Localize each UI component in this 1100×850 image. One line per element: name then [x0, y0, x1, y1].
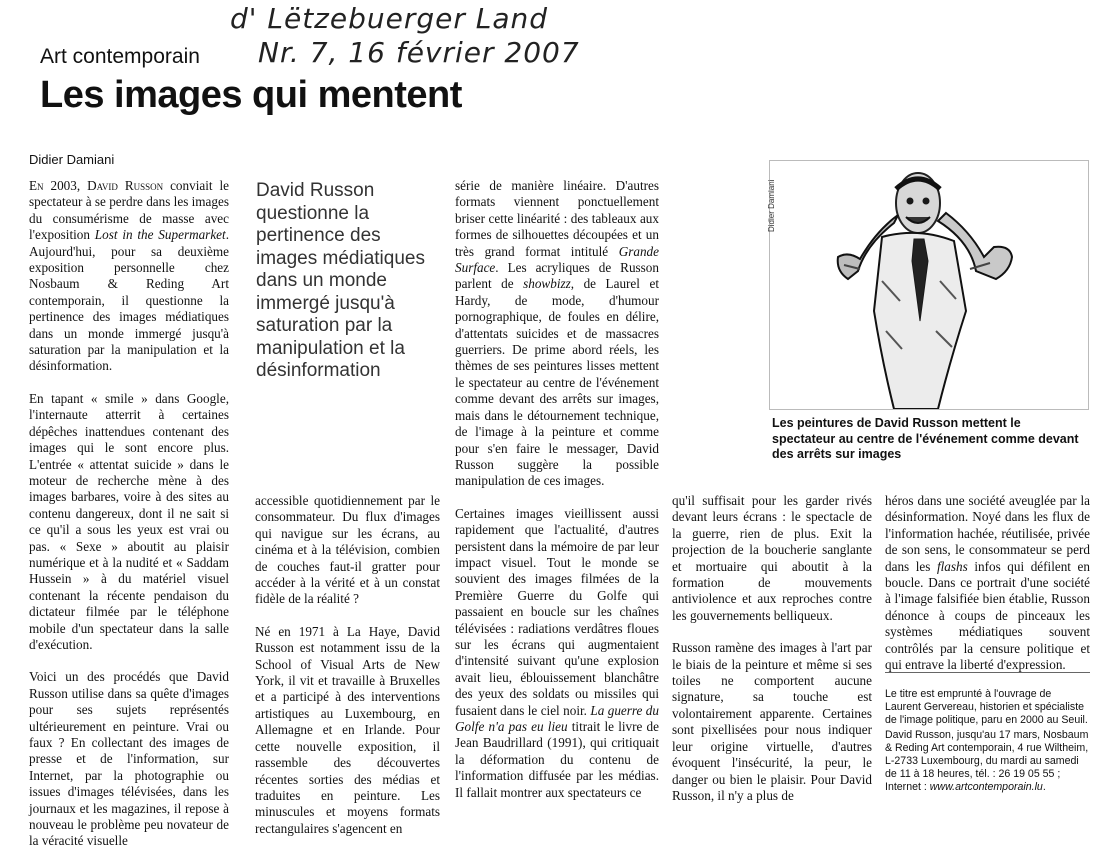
headline: Les images qui mentent — [40, 74, 462, 116]
text: infos qui défilent en boucle. Dans ce portrait d'une société à l'image falsifiée bien établie, Russon dénonce à coups de pinceaux les systèmes médiatiques souvent contrôlés par la censure politique et qui entrave la liberté d'expression. — [885, 558, 1090, 673]
column-4 — [672, 493, 872, 804]
divider — [885, 672, 1090, 673]
text: conviait le spectateur à se perdre dans les images du consumérisme de masse avec l'exposition — [29, 178, 229, 243]
text: , de Laurel et Hardy, de mode, d'humour pornographique, de foules en délire, d'attentats suicides et de massacres guerriers. De prime abord réels, les thèmes de ses peintures lisses mettent le spectateur au centre de l'événement comme devant des arrêts sur images, mais dans le détournement technique, de l'image à la peinture et comme pour s'en faire le messager, David Russon suggère la possible manipulation de ces images. — [455, 276, 659, 489]
handwritten-source: d' Lëtzebuerger Land — [230, 2, 549, 35]
footnote-title-source: Le titre est emprunté à l'ouvrage de Laurent Gervereau, historien et spécialiste de l'image politique, paru en 2000 au Seuil. — [885, 688, 1088, 726]
paragraph: Né en 1971 à La Haye, David Russon est notamment issu de la School of Visual Arts de New York, il vit et travaille à Bruxelles et a participé à des interventions artistiques au Luxembourg, en Allemagne et en Irlande. Pour cette nouvelle exposition, il rassemble des découvertes récentes sorties des médias et traduites en peinture. Les minuscules et moyens formats rectangulaires s'agencent en — [255, 623, 440, 836]
work-title: Grande Surface — [455, 243, 659, 276]
paragraph: En tapant « smile » dans Google, l'internaute atterrit à certaines dépêches inattendues contenant des images qui le sont encore plus. L'entrée « attentat suicide » dans le moteur de recherche mène à des images barbares, voire à des sites au contenu dangereux, dont il ne sait si ce qu'il a sous les yeux est vrai ou pas. « Sexe » aboutit au plaisir numérique et à la nudité et « Saddam Hussein » à du matériel visuel contenant la récente pendaison du dictateur filmée par le téléphone mobile d'un spectateur dans la salle d'exécution. — [29, 390, 229, 652]
text: titrait le livre de Jean Baudrillard (1991), qui critiquait la déformation du contenu de l'information diffusée par les médias. Il fallait montrer aux spectateurs ce — [455, 719, 659, 800]
paragraph: qu'il suffisait pour les garder rivés devant leurs écrans : le spectacle de la guerre, rien de plus. Exit la projection de la boucherie sanglante et mortuaire qui aboutit à la formation de mouvements antiviolence et aux reproches contre les gouvernements belliqueux. — [672, 493, 872, 623]
website-link[interactable]: www.artcontemporain.lu — [929, 781, 1043, 793]
text: héros dans une société aveuglée par la désinformation. Noyé dans les flux de l'information hachée, réutilisée, privée de son sens, le consommateur se perd dans les — [885, 493, 1090, 574]
text: . Les acryliques de Russon parlent de — [455, 260, 659, 292]
photo-credit: Didier Damiani — [767, 179, 776, 232]
paragraph — [885, 493, 1090, 673]
paragraph: Voici un des procédés que David Russon utilise dans sa quête d'images pour ses sujets représentés ultérieurement en peinture. Vrai ou faux ? En collectant des images de presse et de l'information, sur Internet, par la photographie ou issues d'images télévisées, dans les journaux et les magazines, il repose à nouveau le problème peu novateur de la véracité visuelle — [29, 669, 229, 849]
exhibition-info — [885, 729, 1090, 794]
column-3 — [455, 178, 659, 801]
exhibition-title: Lost in the Supermarket — [94, 227, 226, 243]
rubric: Art contemporain — [40, 45, 200, 68]
column-1 — [29, 178, 229, 850]
photo-caption: Les peintures de David Russon mettent le spectateur au centre de l'événement comme devant des arrêts sur images — [772, 416, 1079, 461]
text: . — [1042, 781, 1046, 793]
term: flashs — [936, 558, 968, 574]
paragraph — [29, 178, 229, 375]
text: . Aujourd'hui, pour sa deuxième exposition personnelle chez Nosbaum & Reding Art contemporain, il questionne la pertinence des images médiatiques dans un monde immergé jusqu'à saturation par la manipulation et la désinformation. — [29, 227, 229, 374]
photo — [769, 160, 1089, 410]
handwritten-issue: Nr. 7, 16 février 2007 — [258, 36, 580, 69]
text: David Russon, jusqu'au 17 mars, Nosbaum & Reding Art contemporain, 4 rue Wiltheim, L-2733 Luxembourg, du mardi au samedi de 11 à 18 heures, tél. : 26 19 05 55 ; Internet : — [885, 729, 1089, 793]
painting-image — [770, 161, 1088, 409]
paragraph: Russon ramène des images à l'art par le biais de la peinture et même si ses toiles ne comportent aucune signature, sa touche est volontairement apparente. Certaines sont pixellisées pour nous indiquer leur origine virtuelle, d'autres évoquent l'insécurité, la peur, le danger ou bien le plaisir. Pour David Russon, il n'y a plus de — [672, 640, 872, 803]
column-2 — [255, 493, 440, 837]
byline: Didier Damiani — [29, 152, 115, 167]
pull-quote: David Russon questionne la pertinence des images médiatiques dans un monde immergé jusqu'à saturation par la manipulation et la désinformation — [256, 180, 425, 381]
paragraph: accessible quotidiennement par le consommateur. Du flux d'images qui navigue sur les écrans, au cinéma et à la télévision, combien de couches faut-il gratter pour accéder à la vérité et à un constat fidèle de la réalité ? — [255, 493, 440, 607]
text: Certaines images vieillissent aussi rapidement que l'actualité, d'autres persistent dans la mémoire de par leur impact visuel. Tout le monde se souvient des images filmées de la Première Guerre du Golfe qui passaient en boucle sur les chaînes télévisées : radiations verdâtres floues sur les écrans qui augmentaient d'intensité suivant qu'une explosion avait lieu, éblouissement blanchâtre des yeux des soldats ou missiles qui fusaient dans le ciel noir. — [455, 505, 659, 718]
lead-in: En 2003, David Russon — [29, 178, 164, 193]
column-5 — [885, 493, 1090, 673]
term: showbizz — [523, 276, 571, 292]
book-title: La guerre du Golfe n'a pas eu lieu — [455, 702, 659, 734]
paragraph — [455, 506, 659, 801]
paragraph — [455, 178, 659, 490]
text: série de manière linéaire. D'autres formats viennent ponctuellement briser cette linéarité : des tableaux aux formes de silhouettes découpées et un très grand format intitulé — [455, 178, 659, 259]
